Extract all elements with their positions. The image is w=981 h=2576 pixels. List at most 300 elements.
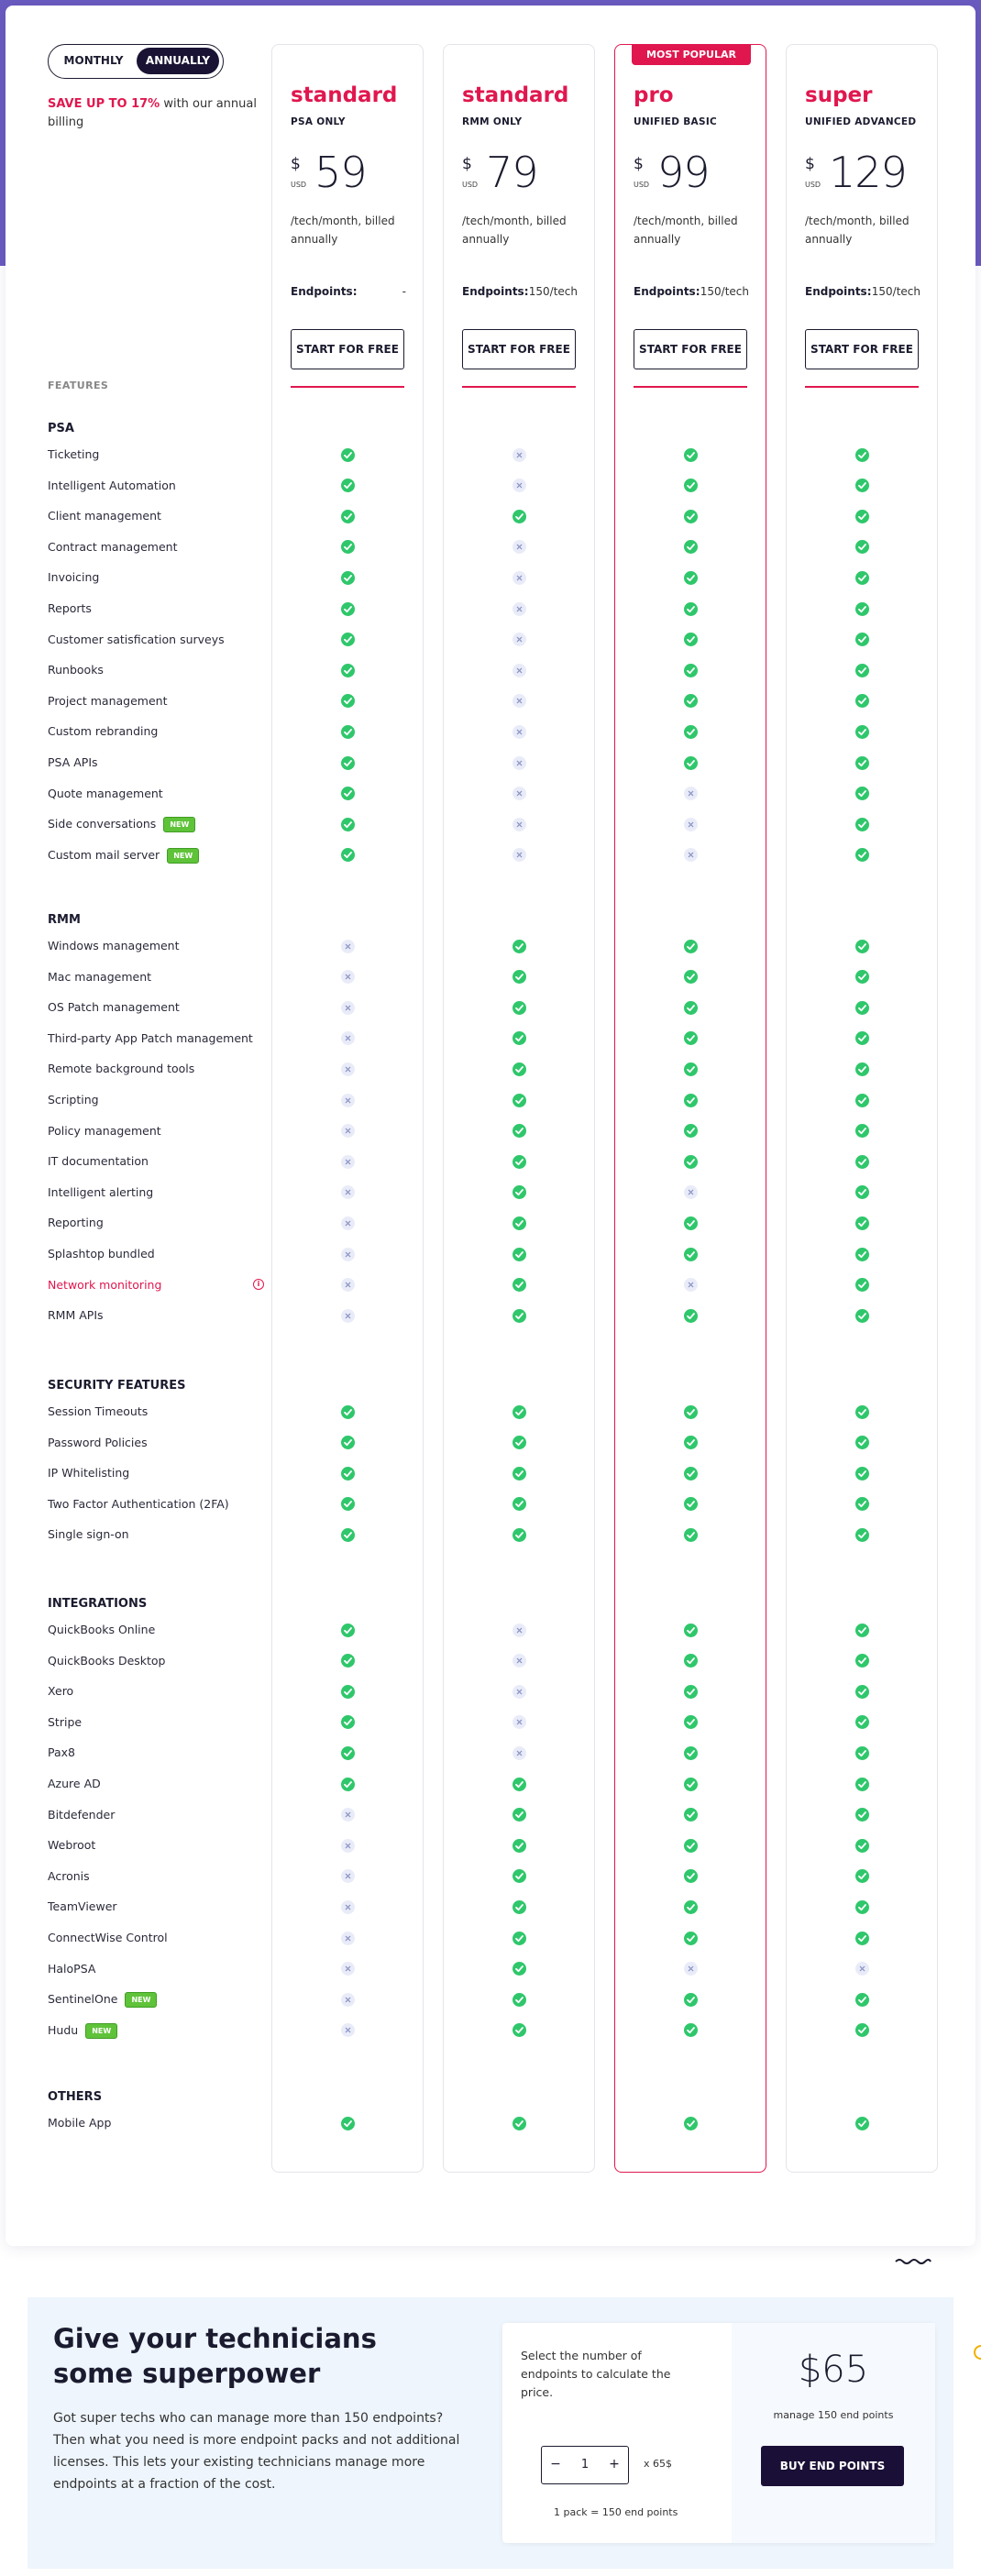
- check-icon: [341, 602, 355, 616]
- check-icon: [684, 940, 698, 953]
- feature-label: Pax8: [48, 1745, 75, 1760]
- check-icon: [513, 1839, 526, 1853]
- feature-quickbooks-online: [48, 1623, 155, 1636]
- start-for-free-button[interactable]: START FOR FREE: [462, 329, 576, 369]
- check-icon: [341, 756, 355, 770]
- cross-icon: [513, 725, 526, 739]
- check-icon: [684, 1624, 698, 1637]
- check-icon: [684, 1497, 698, 1511]
- check-icon: [684, 1309, 698, 1323]
- cross-icon: [341, 1900, 355, 1914]
- plan-price: 59: [314, 148, 367, 197]
- check-icon: [513, 1062, 526, 1076]
- info-icon[interactable]: i: [253, 1279, 264, 1290]
- billing-period: /tech/month, billed annually: [805, 215, 909, 246]
- cross-icon: [341, 1248, 355, 1261]
- buy-end-points-button[interactable]: BUY END POINTS: [761, 2446, 904, 2486]
- feature-label: Quote management: [48, 786, 163, 800]
- check-icon: [855, 1808, 869, 1822]
- feature-runbooks: [48, 663, 104, 677]
- check-icon: [341, 848, 355, 862]
- check-icon: [341, 1685, 355, 1699]
- plan-standard-psa: [271, 44, 424, 2173]
- feature-reporting: [48, 1216, 104, 1229]
- cross-icon: [684, 1962, 698, 1976]
- check-icon: [684, 479, 698, 492]
- check-icon: [684, 1685, 698, 1699]
- feature-label: Stripe: [48, 1714, 83, 1729]
- quantity-stepper: [541, 2446, 629, 2484]
- feature-label: QuickBooks Desktop: [48, 1653, 166, 1668]
- check-icon: [684, 1001, 698, 1015]
- check-icon: [855, 848, 869, 862]
- section-title: Give your technicians some superpower: [53, 2323, 377, 2389]
- cross-icon: [513, 664, 526, 677]
- cross-icon: [341, 1839, 355, 1853]
- feature-label: HaloPSA: [48, 1961, 96, 1976]
- check-icon: [513, 2023, 526, 2037]
- check-icon: [855, 1869, 869, 1883]
- check-icon: [855, 1900, 869, 1914]
- check-icon: [855, 1031, 869, 1045]
- section-heading-security-features: SECURITY FEATURES: [48, 1379, 186, 1393]
- feature-contract-management: [48, 540, 177, 554]
- cross-icon: [855, 1962, 869, 1976]
- endpoints-label: Endpoints:: [291, 285, 358, 298]
- billing-period: /tech/month, billed annually: [462, 215, 567, 246]
- check-icon: [513, 1993, 526, 2007]
- feature-rmm-apis: [48, 1308, 104, 1322]
- check-icon: [684, 1746, 698, 1760]
- feature-label: Single sign-on: [48, 1527, 129, 1542]
- check-icon: [684, 1062, 698, 1076]
- currency-symbol: $: [462, 155, 472, 173]
- check-icon: [341, 1746, 355, 1760]
- feature-label: Reports: [48, 601, 92, 615]
- check-icon: [684, 448, 698, 462]
- feature-ip-whitelisting: [48, 1466, 129, 1480]
- check-icon: [684, 2117, 698, 2130]
- check-icon: [855, 1497, 869, 1511]
- cross-icon: [341, 1869, 355, 1883]
- cross-icon: [341, 1962, 355, 1976]
- check-icon: [684, 540, 698, 554]
- check-icon: [855, 1746, 869, 1760]
- check-icon: [684, 694, 698, 708]
- feature-label: IP Whitelisting: [48, 1466, 130, 1481]
- check-icon: [855, 1436, 869, 1449]
- cross-icon: [684, 818, 698, 831]
- new-badge: NEW: [163, 817, 195, 832]
- feature-label: SentinelOne: [48, 1992, 118, 2007]
- cross-icon: [513, 1715, 526, 1729]
- check-icon: [684, 1155, 698, 1169]
- features-heading: FEATURES: [48, 380, 109, 391]
- feature-azure-ad: [48, 1777, 101, 1790]
- plan-super: [786, 44, 938, 2173]
- check-icon: [684, 1248, 698, 1261]
- monthly-option[interactable]: MONTHLY: [63, 54, 124, 67]
- cross-icon: [684, 848, 698, 862]
- check-icon: [341, 818, 355, 831]
- feature-invoicing: [48, 570, 99, 584]
- feature-quote-management: [48, 787, 163, 800]
- cross-icon: [341, 970, 355, 984]
- endpoint-packs-section: [28, 2297, 953, 2569]
- check-icon: [684, 756, 698, 770]
- check-icon: [513, 940, 526, 953]
- check-icon: [684, 1528, 698, 1542]
- cross-icon: [341, 1155, 355, 1169]
- feature-label: Azure AD: [48, 1777, 101, 1790]
- plan-divider: [634, 386, 747, 388]
- check-icon: [513, 1497, 526, 1511]
- check-icon: [341, 694, 355, 708]
- feature-password-policies: [48, 1436, 148, 1449]
- currency-symbol: $: [805, 155, 815, 173]
- check-icon: [855, 1778, 869, 1791]
- check-icon: [684, 1778, 698, 1791]
- check-icon: [684, 1124, 698, 1138]
- check-icon: [513, 1962, 526, 1976]
- feature-intelligent-alerting: [48, 1185, 153, 1199]
- plan-price: 99: [657, 148, 710, 197]
- check-icon: [513, 1528, 526, 1542]
- endpoints-value: 150/tech: [700, 285, 749, 298]
- cross-icon: [341, 1808, 355, 1822]
- plan-divider: [291, 386, 404, 388]
- plan-subtitle: RMM ONLY: [462, 116, 523, 127]
- feature-label: Custom mail server: [48, 847, 160, 862]
- check-icon: [855, 571, 869, 585]
- check-icon: [513, 1185, 526, 1199]
- check-icon: [684, 1932, 698, 1945]
- feature-label: ConnectWise Control: [48, 1931, 168, 1944]
- check-icon: [855, 970, 869, 984]
- check-icon: [684, 510, 698, 523]
- check-icon: [855, 940, 869, 953]
- check-icon: [513, 1309, 526, 1323]
- feature-splashtop-bundled: [48, 1247, 155, 1260]
- check-icon: [513, 970, 526, 984]
- check-icon: [513, 1900, 526, 1914]
- check-icon: [341, 787, 355, 800]
- cross-icon: [341, 940, 355, 953]
- plan-subtitle: UNIFIED ADVANCED: [805, 116, 917, 127]
- annually-option[interactable]: ANNUALLY: [137, 48, 219, 74]
- check-icon: [855, 1001, 869, 1015]
- cross-icon: [513, 1746, 526, 1760]
- check-icon: [513, 1155, 526, 1169]
- feature-label: Acronis: [48, 1868, 90, 1883]
- check-icon: [855, 664, 869, 677]
- feature-label: Intelligent Automation: [48, 478, 176, 492]
- check-icon: [341, 1467, 355, 1481]
- feature-sentinelone: [48, 1992, 157, 2008]
- check-icon: [513, 2117, 526, 2130]
- check-icon: [855, 1155, 869, 1169]
- check-icon: [684, 664, 698, 677]
- most-popular-badge: MOST POPULAR: [632, 45, 751, 65]
- check-icon: [855, 1685, 869, 1699]
- check-icon: [513, 1436, 526, 1449]
- cross-icon: [684, 1185, 698, 1199]
- check-icon: [855, 2117, 869, 2130]
- check-icon: [855, 1839, 869, 1853]
- check-icon: [684, 1654, 698, 1668]
- feature-label: Mobile App: [48, 2116, 112, 2130]
- check-icon: [855, 2023, 869, 2037]
- check-icon: [684, 1869, 698, 1883]
- check-icon: [855, 1993, 869, 2007]
- check-icon: [684, 1715, 698, 1729]
- feature-session-timeouts: [48, 1404, 148, 1418]
- cross-icon: [684, 787, 698, 800]
- check-icon: [684, 2023, 698, 2037]
- check-icon: [513, 1094, 526, 1107]
- feature-pax8: [48, 1745, 75, 1759]
- feature-label: Webroot: [48, 1838, 96, 1853]
- feature-label: Runbooks: [48, 663, 104, 677]
- check-icon: [684, 970, 698, 984]
- feature-client-management: [48, 509, 161, 523]
- feature-label: Network monitoring: [48, 1277, 162, 1292]
- feature-policy-management: [48, 1124, 161, 1138]
- check-icon: [855, 787, 869, 800]
- currency-code: USD: [291, 181, 307, 189]
- pack-note: 1 pack = 150 end points: [554, 2506, 678, 2518]
- cross-icon: [513, 1654, 526, 1668]
- check-icon: [513, 1467, 526, 1481]
- check-icon: [684, 1216, 698, 1230]
- feature-reports: [48, 601, 92, 615]
- feature-label: Side conversations: [48, 817, 157, 831]
- feature-single-sign-on: [48, 1527, 129, 1541]
- feature-stripe: [48, 1715, 82, 1729]
- check-icon: [341, 540, 355, 554]
- feature-psa-apis: [48, 755, 98, 769]
- feature-label: QuickBooks Online: [48, 1623, 156, 1636]
- check-icon: [513, 1778, 526, 1791]
- feature-connectwise-control: [48, 1931, 168, 1944]
- check-icon: [855, 818, 869, 831]
- increment-button[interactable]: +: [609, 2457, 620, 2471]
- plan-price: 79: [486, 148, 538, 197]
- total-price: $65: [798, 2349, 869, 2391]
- check-icon: [855, 1309, 869, 1323]
- check-icon: [684, 1436, 698, 1449]
- feature-label: Xero: [48, 1684, 74, 1699]
- cross-icon: [513, 694, 526, 708]
- check-icon: [684, 1839, 698, 1853]
- feature-customer-satisfication-surveys: [48, 633, 225, 646]
- cross-icon: [513, 818, 526, 831]
- feature-intelligent-automation: [48, 479, 176, 492]
- check-icon: [855, 510, 869, 523]
- feature-quickbooks-desktop: [48, 1654, 166, 1668]
- decrement-button[interactable]: −: [550, 2457, 561, 2471]
- cross-icon: [341, 1993, 355, 2007]
- check-icon: [855, 1185, 869, 1199]
- feature-acronis: [48, 1869, 90, 1883]
- start-for-free-button[interactable]: START FOR FREE: [291, 329, 404, 369]
- new-badge: NEW: [167, 848, 199, 864]
- start-for-free-button[interactable]: START FOR FREE: [805, 329, 919, 369]
- check-icon: [684, 1900, 698, 1914]
- billing-period: /tech/month, billed annually: [291, 215, 395, 246]
- endpoints-value: 150/tech: [871, 285, 920, 298]
- currency-code: USD: [634, 181, 650, 189]
- check-icon: [341, 1715, 355, 1729]
- cross-icon: [341, 1185, 355, 1199]
- feature-label: Project management: [48, 693, 168, 708]
- cross-icon: [341, 1062, 355, 1076]
- annual-savings-note: [48, 95, 259, 132]
- cross-icon: [513, 602, 526, 616]
- feature-scripting: [48, 1093, 99, 1106]
- check-icon: [513, 1869, 526, 1883]
- currency-symbol: $: [291, 155, 301, 173]
- plan-pro: [614, 44, 766, 2173]
- feature-label: Customer satisfication surveys: [48, 632, 225, 646]
- check-icon: [684, 1808, 698, 1822]
- check-icon: [684, 633, 698, 646]
- cross-icon: [341, 1124, 355, 1138]
- check-icon: [513, 1248, 526, 1261]
- check-icon: [855, 1467, 869, 1481]
- check-icon: [341, 2117, 355, 2130]
- start-for-free-button[interactable]: START FOR FREE: [634, 329, 747, 369]
- check-icon: [513, 510, 526, 523]
- check-icon: [855, 633, 869, 646]
- check-icon: [855, 1124, 869, 1138]
- plan-divider: [805, 386, 919, 388]
- cross-icon: [341, 1031, 355, 1045]
- chat-launcher-edge-icon[interactable]: [974, 2345, 981, 2360]
- feature-side-conversations: [48, 817, 195, 832]
- check-icon: [855, 1248, 869, 1261]
- check-icon: [684, 1993, 698, 2007]
- cross-icon: [513, 633, 526, 646]
- check-icon: [341, 1654, 355, 1668]
- plan-price: 129: [829, 148, 907, 197]
- check-icon: [341, 1405, 355, 1419]
- cross-icon: [513, 1624, 526, 1637]
- cross-icon: [341, 1216, 355, 1230]
- cross-icon: [341, 2023, 355, 2037]
- check-icon: [855, 725, 869, 739]
- check-icon: [855, 694, 869, 708]
- check-icon: [855, 602, 869, 616]
- plan-divider: [462, 386, 576, 388]
- feature-label: Client management: [48, 509, 161, 523]
- endpoints-label: Endpoints:: [634, 285, 700, 298]
- check-icon: [341, 571, 355, 585]
- endpoints-label: Endpoints:: [462, 285, 529, 298]
- check-icon: [855, 1405, 869, 1419]
- pricing-card: [6, 6, 975, 2246]
- check-icon: [513, 1031, 526, 1045]
- check-icon: [855, 540, 869, 554]
- check-icon: [341, 510, 355, 523]
- check-icon: [341, 1436, 355, 1449]
- check-icon: [341, 1624, 355, 1637]
- feature-label: Intelligent alerting: [48, 1184, 154, 1199]
- feature-it-documentation: [48, 1154, 149, 1168]
- feature-network-monitoring: [48, 1278, 161, 1292]
- unit-price: x 65$: [644, 2458, 673, 2470]
- plan-subtitle: PSA ONLY: [291, 116, 346, 127]
- check-icon: [855, 1528, 869, 1542]
- plan-name: pro: [634, 83, 674, 107]
- feature-teamviewer: [48, 1899, 117, 1913]
- cross-icon: [513, 448, 526, 462]
- check-icon: [684, 571, 698, 585]
- currency-symbol: $: [634, 155, 644, 173]
- check-icon: [341, 1528, 355, 1542]
- plan-standard-rmm: [443, 44, 595, 2173]
- check-icon: [513, 1124, 526, 1138]
- savings-text: with our annual billing: [48, 97, 257, 129]
- check-icon: [513, 1932, 526, 1945]
- endpoints-value: -: [402, 285, 406, 298]
- section-heading-others: OTHERS: [48, 2090, 103, 2104]
- plan-name: standard: [291, 83, 398, 107]
- feature-windows-management: [48, 939, 180, 952]
- section-heading-rmm: RMM: [48, 913, 81, 927]
- feature-label: Hudu: [48, 2022, 79, 2037]
- feature-label: Reporting: [48, 1216, 104, 1230]
- endpoints-value: 150/tech: [528, 285, 578, 298]
- check-icon: [855, 756, 869, 770]
- feature-label: Invoicing: [48, 570, 100, 585]
- cross-icon: [513, 540, 526, 554]
- check-icon: [855, 1216, 869, 1230]
- check-icon: [341, 725, 355, 739]
- feature-halopsa: [48, 1962, 95, 1976]
- check-icon: [341, 664, 355, 677]
- cross-icon: [341, 1094, 355, 1107]
- feature-label: Policy management: [48, 1123, 161, 1138]
- section-description: Got super techs who can manage more than 150 endpoints? Then what you need is more endpoint packs and not additional licenses. This lets your existing technicians manage more endpoints at a fraction of the cost.: [53, 2411, 460, 2492]
- check-icon: [855, 1062, 869, 1076]
- billing-toggle: [48, 44, 224, 79]
- plan-name: standard: [462, 83, 569, 107]
- check-icon: [684, 1031, 698, 1045]
- check-icon: [855, 1624, 869, 1637]
- check-icon: [855, 1715, 869, 1729]
- feature-label: TeamViewer: [48, 1899, 117, 1914]
- check-icon: [855, 1094, 869, 1107]
- section-heading-integrations: INTEGRATIONS: [48, 1597, 148, 1611]
- check-icon: [855, 1932, 869, 1945]
- feature-xero: [48, 1684, 73, 1698]
- feature-label: IT documentation: [48, 1154, 149, 1169]
- plan-name: super: [805, 83, 873, 107]
- check-icon: [855, 479, 869, 492]
- feature-mac-management: [48, 970, 151, 984]
- feature-remote-background-tools: [48, 1062, 194, 1075]
- check-icon: [341, 1778, 355, 1791]
- feature-bitdefender: [48, 1808, 115, 1822]
- feature-custom-rebranding: [48, 724, 158, 738]
- feature-label: Bitdefender: [48, 1807, 116, 1822]
- billing-period: /tech/month, billed annually: [634, 215, 738, 246]
- feature-label: Ticketing: [48, 447, 100, 461]
- cross-icon: [513, 479, 526, 492]
- quantity-input[interactable]: 1: [580, 2458, 590, 2471]
- feature-label: Contract management: [48, 539, 178, 554]
